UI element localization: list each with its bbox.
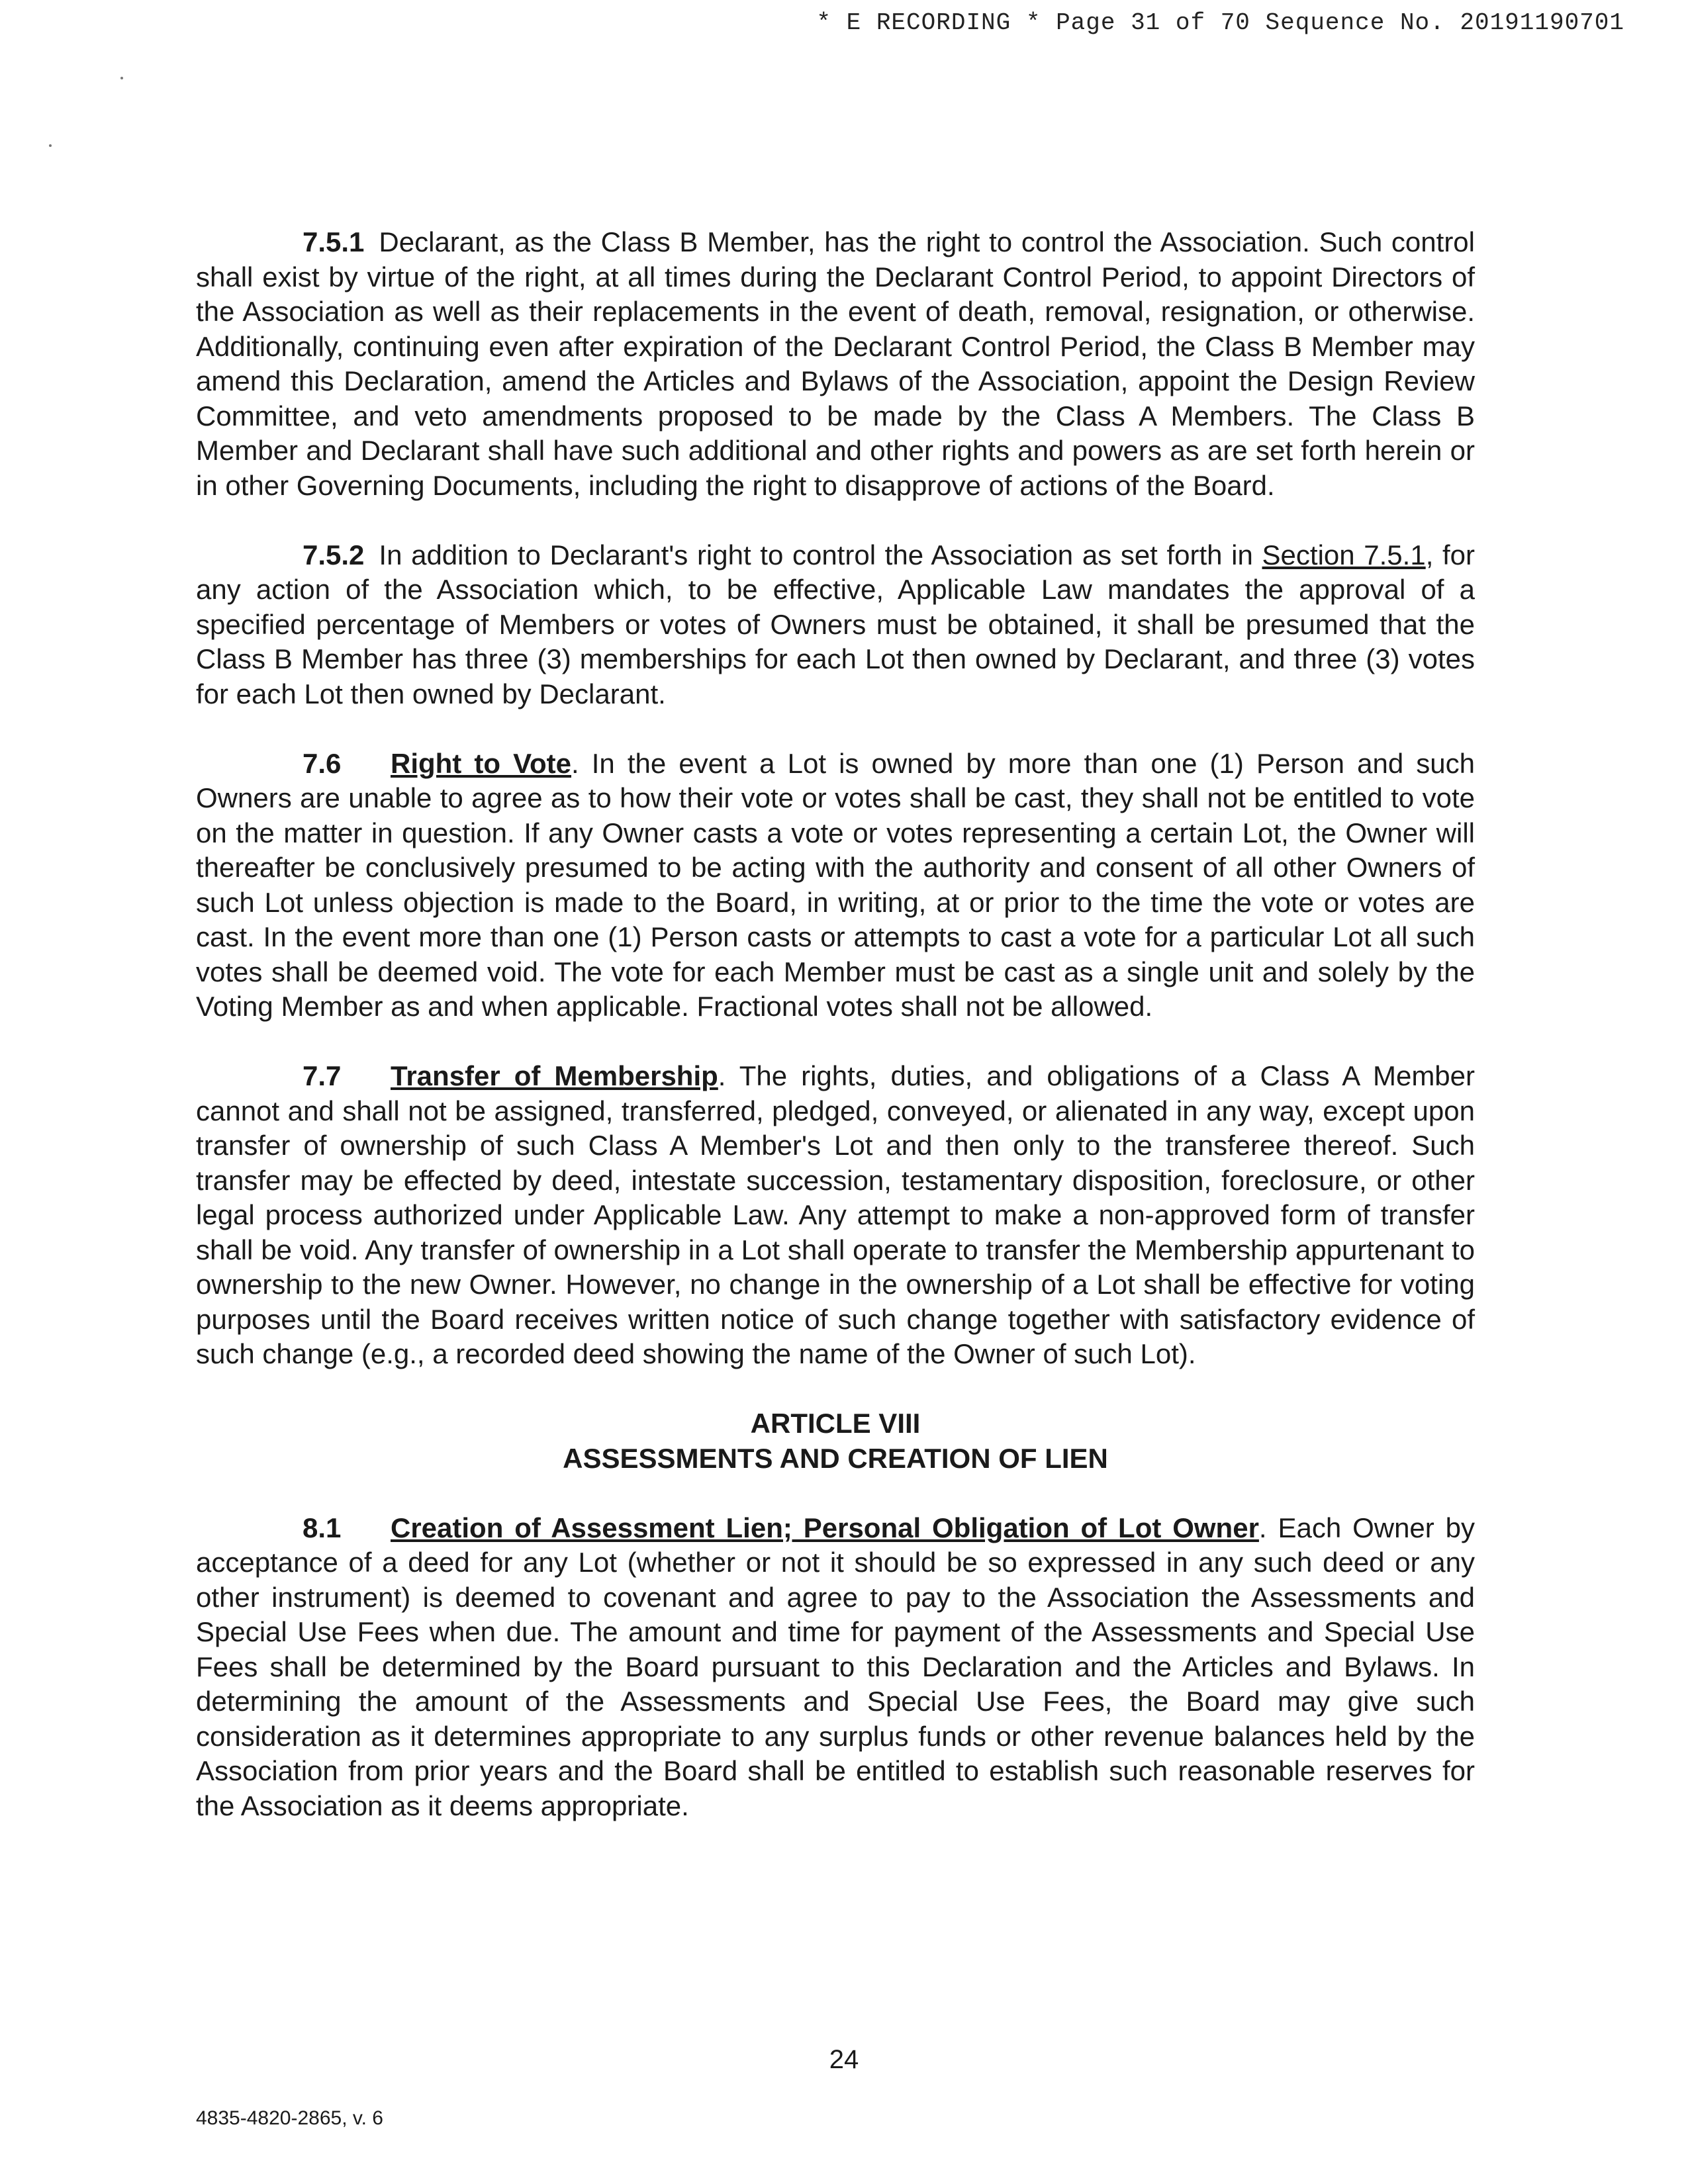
section-number: 7.5.1 bbox=[303, 226, 365, 257]
section-number: 7.6 bbox=[303, 747, 342, 779]
section-7-7 bbox=[196, 1059, 1475, 1372]
section-text: In addition to Declarant's right to control the Association as set forth in bbox=[379, 539, 1253, 570]
section-8-1 bbox=[196, 1511, 1475, 1824]
scan-speck bbox=[49, 144, 52, 147]
article-title: ASSESSMENTS AND CREATION OF LIEN bbox=[563, 1442, 1108, 1474]
section-heading: Transfer of Membership bbox=[391, 1060, 718, 1091]
section-heading: Creation of Assessment Lien; Personal Obligation of Lot Owner bbox=[391, 1512, 1259, 1543]
section-number: 8.1 bbox=[303, 1512, 342, 1543]
section-7-6 bbox=[196, 747, 1475, 1024]
section-text: . The rights, duties, and obligations of a Class A Member cannot and shall not be assigned, transferred, pledged, conveyed, or alienated in any way, except upon transfer of ownership of such Class A Member's Lot and then only to the transferee thereof. Such transfer may be effected by deed, intestate succession, testamentary disposition, foreclosure, or other legal process authorized under Applicable Law. Any attempt to make a non-approved form of transfer shall be void. Any transfer of ownership in a Lot shall operate to transfer the Membership appurtenant to ownership to the new Owner. However, no change in the ownership of a Lot shall be effective for voting purposes until the Board receives written notice of such change together with satisfactory evidence of such change (e.g., a recorded deed showing the name of the Owner of such Lot). bbox=[196, 1060, 1476, 1369]
recording-header: * E RECORDING * Page 31 of 70 Sequence No. 20191190701 bbox=[816, 9, 1624, 36]
section-text: , for any action of the Association which, to be effective, Applicable Law mandates the approval of a specified percentage of Members or votes of Owners must be obtained, it shall be presumed that the Class B Member has three (3) memberships for each Lot then owned by Declarant, and three (3) votes for each Lot then owned by Declarant. bbox=[196, 539, 1476, 709]
section-heading: Right to Vote bbox=[391, 747, 572, 779]
section-number: 7.7 bbox=[303, 1060, 342, 1091]
document-id: 4835-4820-2865, v. 6 bbox=[196, 2107, 383, 2129]
section-number: 7.5.2 bbox=[303, 539, 365, 570]
article-number: ARTICLE VIII bbox=[750, 1408, 921, 1439]
article-heading bbox=[196, 1406, 1475, 1476]
scan-speck bbox=[120, 77, 123, 79]
section-text: . In the event a Lot is owned by more than one (1) Person and such Owners are unable to agree as to how their vote or votes shall be cast, they shall not be entitled to vote on the matter in question. If any Owner casts a vote or votes representing a certain Lot, the Owner will thereafter be conclusively presumed to be acting with the authority and consent of all other Owners of such Lot unless objection is made to the Board, in writing, at or prior to the time the vote or votes are cast. In the event more than one (1) Person casts or attempts to cast a vote for a particular Lot all such votes shall be deemed void. The vote for each Member must be cast as a single unit and solely by the Voting Member as and when applicable. Fractional votes shall not be allowed. bbox=[196, 747, 1475, 1022]
section-text: Declarant, as the Class B Member, has the right to control the Association. Such control shall exist by virtue of the right, at all times during the Declarant Control Period, to appoint Directors of the Association as well as their replacements in the event of death, removal, resignation, or otherwise. Additionally, continuing even after expiration of the Declarant Control Period, the Class B Member may amend this Declaration, amend the Articles and Bylaws of the Association, appoint the Design Review Committee, and veto amendments proposed to be made by the Class A Members. The Class B Member and Declarant shall have such additional and other rights and powers as are set forth herein or in other Governing Documents, including the right to disapprove of actions of the Board. bbox=[196, 226, 1475, 501]
section-7-5-1 bbox=[196, 225, 1475, 503]
document-body bbox=[196, 225, 1475, 1858]
page-number: 24 bbox=[829, 2045, 859, 2074]
section-text: . Each Owner by acceptance of a deed for any Lot (whether or not it should be so expressed in any such deed or any other instrument) is deemed to covenant and agree to pay to the Association the Assessments and Special Use Fees when due. The amount and time for payment of the Assessments and Special Use Fees shall be determined by the Board pursuant to this Declaration and the Articles and Bylaws. In determining the amount of the Assessments and Special Use Fees, the Board may give such consideration as it determines appropriate to any surplus funds or other revenue balances held by the Association from prior years and the Board shall be entitled to establish such reasonable reserves for the Association as it deems appropriate. bbox=[196, 1512, 1476, 1821]
section-cross-reference: Section 7.5.1 bbox=[1262, 539, 1426, 570]
section-7-5-2 bbox=[196, 538, 1475, 712]
